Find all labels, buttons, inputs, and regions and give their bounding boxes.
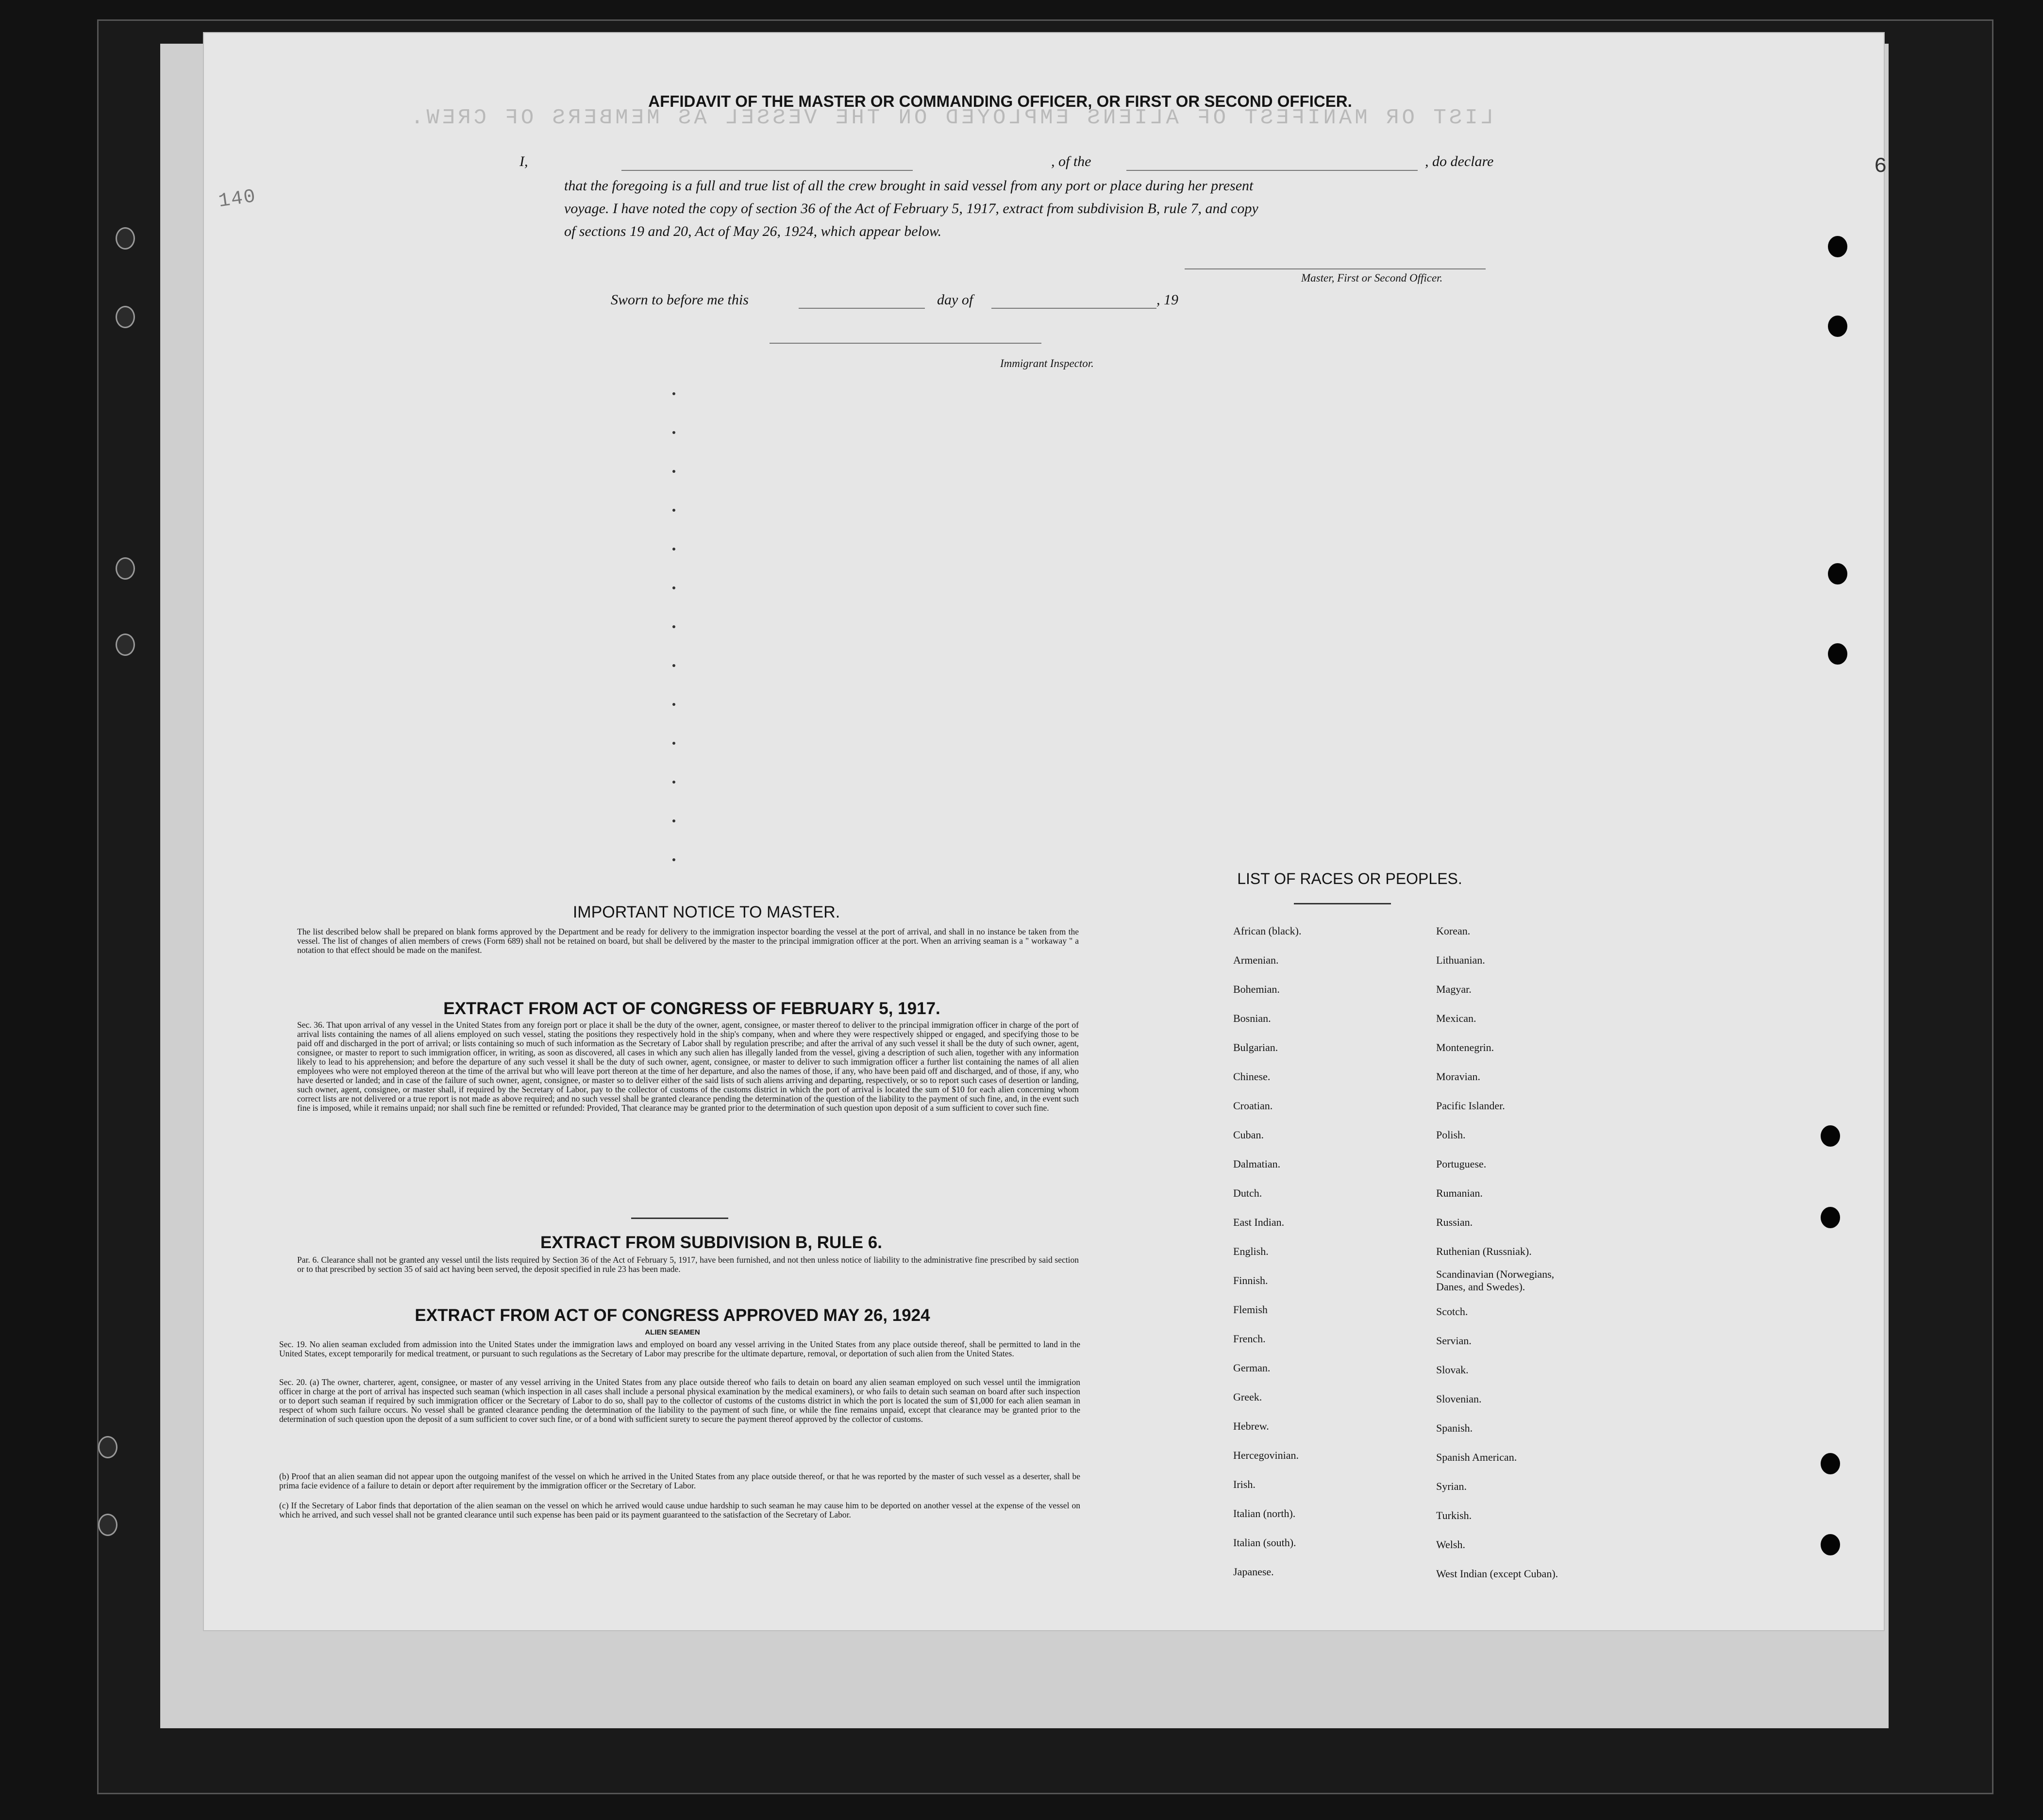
extract-1917-title: EXTRACT FROM ACT OF CONGRESS OF FEBRUARY 5, 1917. <box>443 999 940 1018</box>
binder-hole <box>1821 1534 1840 1555</box>
race-item: Chinese. <box>1233 1070 1271 1083</box>
race-item: Welsh. <box>1436 1538 1465 1551</box>
ditto-mark <box>672 392 675 395</box>
binder-hole <box>1828 236 1847 257</box>
race-item: Italian (south). <box>1233 1536 1296 1549</box>
race-item: African (black). <box>1233 925 1302 937</box>
extract-1924-sec20c: (c) If the Secretary of Labor finds that deportation of the alien seaman on the vessel on which he arrived would cause undue hardship to such seaman he may cause him to be deported on another vessel at the expense of the vessel on which he arrived, and such vessel shall not be granted clearance until such expense has been paid or its payment guaranteed to the satisfaction of the Secretary of Labor. <box>279 1501 1080 1519</box>
race-item: Dutch. <box>1233 1187 1262 1199</box>
vessel-blank <box>1126 170 1418 171</box>
races-right-column <box>1436 917 1582 1588</box>
binder-hole <box>1821 1207 1840 1228</box>
inspector-label: Immigrant Inspector. <box>1000 357 1094 369</box>
ditto-mark <box>672 742 675 745</box>
master-signature-line <box>1185 268 1486 269</box>
inspector-signature-line <box>770 343 1041 344</box>
binder-hole <box>1821 1453 1840 1474</box>
affidavit-title: AFFIDAVIT OF THE MASTER OR COMMANDING OFFICER, OR FIRST OR SECOND OFFICER. <box>648 92 1352 110</box>
sworn-label: Sworn to before me this <box>611 292 749 308</box>
race-item: Polish. <box>1436 1129 1466 1141</box>
race-item: Scandinavian (Norwegians, Danes, and Swedes). <box>1436 1268 1555 1293</box>
subdivision-b-title: EXTRACT FROM SUBDIVISION B, RULE 6. <box>540 1233 882 1252</box>
race-item: Croatian. <box>1233 1100 1273 1112</box>
binder-hole <box>116 306 135 328</box>
month-blank <box>991 308 1156 309</box>
race-item: Bosnian. <box>1233 1012 1271 1024</box>
race-item: Finnish. <box>1233 1274 1268 1286</box>
binder-hole <box>98 1514 117 1536</box>
master-signature-label: Master, First or Second Officer. <box>1301 272 1443 284</box>
ditto-mark <box>672 819 675 822</box>
affidavit-of-the: , of the <box>1051 153 1091 169</box>
race-item: Greek. <box>1233 1391 1262 1403</box>
bleed-through-page-no: 6 <box>1874 154 1888 179</box>
race-item: Italian (north). <box>1233 1507 1296 1519</box>
affidavit-do-declare: , do declare <box>1425 153 1494 169</box>
race-item: Slovenian. <box>1436 1393 1482 1405</box>
day-of-label: day of <box>937 292 973 308</box>
race-item: Scotch. <box>1436 1305 1468 1318</box>
race-item: Cuban. <box>1233 1129 1264 1141</box>
race-item: Moravian. <box>1436 1070 1481 1083</box>
sworn-day-blank <box>799 308 925 309</box>
race-item: Irish. <box>1233 1478 1256 1490</box>
affidavit-line-2: that the foregoing is a full and true list of all the crew brought in said vessel from any port or place during her present <box>564 178 1254 194</box>
ditto-mark <box>672 625 675 628</box>
bleed-through-heading: LIST OR MANIFEST OF ALIENS EMPLOYED ON THE VESSEL AS MEMBERS OF CREW. <box>408 106 1493 130</box>
ditto-mark <box>672 548 675 551</box>
extract-1924-sec19: Sec. 19. No alien seaman excluded from admission into the United States under the immigration laws and employed on board any vessel arriving in the United States from any place outside thereof, shall be permitted to land in the United States, except temporarily for medical treatment, or pursuant to such regulations as the Secretary of Labor may prescribe for the ultimate departure, removal, or deportation of such alien from the United States. <box>279 1339 1080 1358</box>
rule-1 <box>631 1218 728 1219</box>
affidavit-line-4: of sections 19 and 20, Act of May 26, 1924, which appear below. <box>564 223 942 239</box>
binder-hole <box>116 634 135 656</box>
ditto-mark <box>672 703 675 706</box>
binder-hole <box>116 557 135 580</box>
affidavit-line-3: voyage. I have noted the copy of section 36 of the Act of February 5, 1917, extract from subdivision B, rule 7, and copy <box>564 200 1258 217</box>
ditto-mark <box>672 431 675 434</box>
notice-body: The list described below shall be prepared on blank forms approved by the Department and be ready for delivery to the immigration inspector boarding the vessel at the port of arrival, and shall in no instance be taken from the vessel. The list of changes of alien members of crews (Form 689) shall not be retained on board, but shall be delivered by the master to the principal immigration officer at the port. When an arriving seaman is a " workaway " a notation to that effect should be made on the manifest. <box>297 927 1079 955</box>
race-item: Montenegrin. <box>1436 1041 1494 1053</box>
race-item: Servian. <box>1436 1335 1472 1347</box>
binder-hole <box>98 1436 117 1458</box>
race-item: Portuguese. <box>1436 1158 1487 1170</box>
races-left-column <box>1233 917 1301 1586</box>
race-item: Slovak. <box>1436 1364 1469 1376</box>
year-label: , 19 <box>1156 292 1178 308</box>
extract-1917-body: Sec. 36. That upon arrival of any vessel in the United States from any foreign port or place it shall be the duty of the owner, agent, consignee, or master thereof to deliver to the principal immigration officer in charge of the port of arrival lists containing the names of all aliens employed on such vessel, stating the positions they respectively hold in the ship's company, when and where they were respectively shipped or engaged, and specifying those to be paid off and discharged in the port of arrival; or lists containing so much of such information as the Secretary of Labor shall by regulation prescribe; and after the arrival of any such vessel it shall be the duty of such owner, agent, consignee, or master to report to such immigration officer, in writing, as soon as discovered, all cases in which any such alien has illegally landed from the vessel, giving a description of such alien, together with any information likely to lead to his apprehension; and before the departure of any such vessel it shall be the duty of such owner, agent, consignee, or master to deliver to such immigration officer a further list containing the names of all alien employees who were not employed thereon at the time of the arrival but who will leave port thereon at the time of her departure, and also the names of those, if any, who have been paid off and discharged, and of those, if any, who have deserted or landed; and in case of the failure of such owner, agent, consignee, or master so to deliver either of the said lists of such aliens arriving and departing, respectively, or so to report such cases of desertion or landing, such owner, agent, consignee, or master shall, if required by the Secretary of Labor, pay to the collector of customs of the customs district in which the port of arrival is located the sum of $10 for each alien concerning whom correct lists are not delivered or a true report is not made as above required; and no such vessel shall be granted clearance pending the determination of the question of the liability to the payment of such fine, and, in the event such fine is imposed, while it remains unpaid; nor shall such fine be remitted or refunded: Provided, That clearance may be granted prior to the determination of such question upon deposit of a sum sufficient to cover such fine. <box>297 1020 1079 1113</box>
extract-1924-subtitle: ALIEN SEAMEN <box>645 1328 700 1336</box>
race-item: French. <box>1233 1333 1266 1345</box>
race-item: West Indian (except Cuban). <box>1436 1568 1558 1580</box>
race-item: Spanish. <box>1436 1422 1473 1434</box>
manifest-sheet <box>204 33 1888 1630</box>
race-item: Bulgarian. <box>1233 1041 1278 1053</box>
race-item: Spanish American. <box>1436 1451 1517 1463</box>
race-item: East Indian. <box>1233 1216 1285 1228</box>
race-item: Hercegovinian. <box>1233 1449 1299 1461</box>
subdivision-b-body: Par. 6. Clearance shall not be granted any vessel until the lists required by Section 36 of the Act of February 5, 1917, have been furnished, and not then unless notice of liability to the administrative fine prescribed by said section or to that prescribed by section 35 of said act having been served, the deposit specified in rule 23 has been made. <box>297 1255 1079 1274</box>
binder-hole <box>1828 563 1847 584</box>
race-item: Lithuanian. <box>1436 954 1485 966</box>
race-item: Magyar. <box>1436 983 1472 995</box>
race-item: Rumanian. <box>1436 1187 1483 1199</box>
race-item: Dalmatian. <box>1233 1158 1281 1170</box>
binder-hole <box>116 227 135 250</box>
extract-1924-sec20a: Sec. 20. (a) The owner, charterer, agent, consignee, or master of any vessel arriving in the United States from any place outside thereof who fails to detain on board any alien seaman employed on such vessel until the immigration officer in charge at the port of arrival has inspected such seaman (which inspection in all cases shall include a personal physical examination by the medical examiners), or who fails to detain such seaman on board after such inspection or to deport such seaman if required by such immigration officer or the Secretary of Labor to do so, shall pay to the collector of customs of the customs district in which the port is located the sum of $1,000 for each alien seaman in respect of whom such failure occurs. No vessel shall be granted clearance pending the determination of the liability to the payment of such fine, or while the fine remains unpaid, except that clearance may be granted prior to the determination of such question upon the deposit of a sum sufficient to cover such fine, or of a bond with sufficient surety to secure the payment thereof approved by the collector of customs. <box>279 1377 1080 1424</box>
ditto-mark <box>672 664 675 667</box>
ditto-mark <box>672 781 675 784</box>
binder-hole <box>1828 316 1847 337</box>
race-item: Armenian. <box>1233 954 1279 966</box>
race-item: Mexican. <box>1436 1012 1476 1024</box>
races-title: LIST OF RACES OR PEOPLES. <box>1237 870 1462 887</box>
bleed-through-folio: 140 <box>217 185 258 213</box>
race-item: Ruthenian (Russniak). <box>1436 1245 1532 1257</box>
ditto-mark <box>672 858 675 861</box>
race-item: Russian. <box>1436 1216 1473 1228</box>
binder-hole <box>1821 1125 1840 1147</box>
race-item: Bohemian. <box>1233 983 1280 995</box>
race-item: Japanese. <box>1233 1566 1274 1578</box>
ditto-mark <box>672 470 675 473</box>
race-item: Syrian. <box>1436 1480 1467 1492</box>
affidavit-i: I, <box>519 153 528 169</box>
binder-hole <box>1828 643 1847 665</box>
ditto-mark <box>672 586 675 589</box>
race-item: English. <box>1233 1245 1269 1257</box>
race-item: Hebrew. <box>1233 1420 1269 1432</box>
races-title-rule <box>1294 903 1391 904</box>
race-item: Turkish. <box>1436 1509 1472 1521</box>
race-item: German. <box>1233 1362 1271 1374</box>
extract-1924-title: EXTRACT FROM ACT OF CONGRESS APPROVED MAY 26, 1924 <box>415 1306 930 1325</box>
race-item: Pacific Islander. <box>1436 1100 1505 1112</box>
notice-title: IMPORTANT NOTICE TO MASTER. <box>572 903 840 921</box>
race-item: Flemish <box>1233 1303 1268 1316</box>
extract-1924-sec20b: (b) Proof that an alien seaman did not appear upon the outgoing manifest of the vessel on which he arrived in the United States from any place outside thereof, or that he was reported by the master of such vessel as a deserter, shall be prima facie evidence of a failure to detain or deport after requirement by the immigration officer or the Secretary of Labor. <box>279 1471 1080 1490</box>
race-item: Korean. <box>1436 925 1471 937</box>
ditto-mark <box>672 509 675 512</box>
name-blank <box>621 170 913 171</box>
